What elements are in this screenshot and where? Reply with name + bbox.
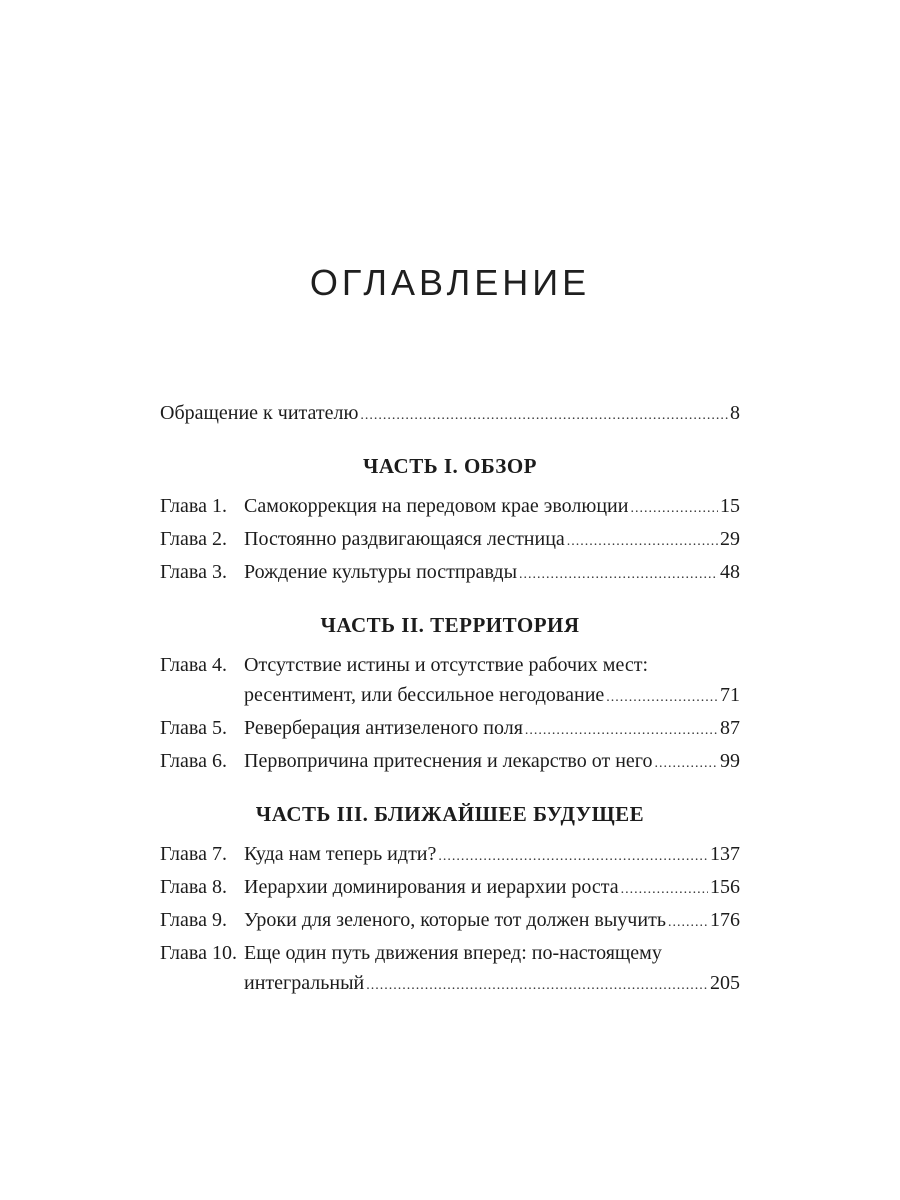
dot-leader bbox=[519, 560, 718, 590]
chapter-page-number: 15 bbox=[720, 495, 740, 517]
chapter-title: Самокоррекция на передовом крае эволюции bbox=[244, 495, 629, 517]
chapter-label: Глава 2. bbox=[160, 528, 227, 550]
chapter-page-number: 87 bbox=[720, 717, 740, 739]
chapter-title: интегральный bbox=[244, 972, 365, 994]
chapter-label: Глава 6. bbox=[160, 750, 227, 772]
dot-leader bbox=[668, 908, 708, 938]
dot-leader bbox=[438, 842, 708, 872]
chapter-label: Глава 8. bbox=[160, 876, 227, 898]
chapter-title: Постоянно раздвигающаяся лестница bbox=[244, 528, 565, 550]
toc-chapter-4[interactable] bbox=[160, 650, 740, 713]
dot-leader bbox=[606, 683, 718, 713]
toc-chapter-8[interactable] bbox=[160, 872, 740, 905]
chapter-title-line1: Еще один путь движения вперед: по-настоящему bbox=[244, 942, 662, 964]
chapter-title: Реверберация антизеленого поля bbox=[244, 717, 523, 739]
part-heading-2: ЧАСТЬ II. ТЕРРИТОРИЯ bbox=[320, 613, 580, 637]
toc-chapter-3[interactable] bbox=[160, 557, 740, 590]
chapter-page-number: 176 bbox=[710, 909, 740, 931]
dot-leader bbox=[630, 494, 718, 524]
chapter-page-number: 156 bbox=[710, 876, 740, 898]
chapter-label: Глава 1. bbox=[160, 495, 227, 517]
toc-chapter-7[interactable] bbox=[160, 839, 740, 872]
page-title: ОГЛАВЛЕНИЕ bbox=[309, 262, 591, 303]
chapter-label: Глава 4. bbox=[160, 654, 227, 676]
chapter-label: Глава 9. bbox=[160, 909, 227, 931]
toc-chapter-6[interactable] bbox=[160, 746, 740, 779]
dot-leader bbox=[567, 527, 718, 557]
toc-page-number: 8 bbox=[730, 402, 740, 424]
chapter-page-number: 205 bbox=[710, 972, 740, 994]
dot-leader bbox=[525, 716, 718, 746]
toc-entry-title: Обращение к читателю bbox=[160, 402, 359, 424]
chapter-page-number: 71 bbox=[720, 684, 740, 706]
chapter-page-number: 48 bbox=[720, 561, 740, 583]
toc-entry-intro[interactable] bbox=[160, 398, 740, 431]
toc-chapter-2[interactable] bbox=[160, 524, 740, 557]
chapter-title-line1: Отсутствие истины и отсутствие рабочих мест: bbox=[244, 654, 648, 676]
chapter-page-number: 137 bbox=[710, 843, 740, 865]
toc-chapter-10[interactable] bbox=[160, 938, 740, 1001]
chapter-title: ресентимент, или бессильное негодование bbox=[244, 684, 605, 706]
chapter-title: Иерархии доминирования и иерархии роста bbox=[244, 876, 619, 898]
chapter-page-number: 29 bbox=[720, 528, 740, 550]
dot-leader bbox=[621, 875, 708, 905]
toc-chapter-9[interactable] bbox=[160, 905, 740, 938]
toc-chapter-1[interactable] bbox=[160, 491, 740, 524]
chapter-title: Первопричина притеснения и лекарство от него bbox=[244, 750, 653, 772]
chapter-title: Рождение культуры постправды bbox=[244, 561, 518, 583]
chapter-label: Глава 3. bbox=[160, 561, 227, 583]
dot-leader bbox=[360, 401, 728, 431]
chapter-label: Глава 10. bbox=[160, 942, 237, 964]
part-heading-3: ЧАСТЬ III. БЛИЖАЙШЕЕ БУДУЩЕЕ bbox=[255, 802, 645, 826]
toc-chapter-5[interactable] bbox=[160, 713, 740, 746]
dot-leader bbox=[655, 749, 719, 779]
chapter-label: Глава 7. bbox=[160, 843, 227, 865]
chapter-title: Куда нам теперь идти? bbox=[244, 843, 437, 865]
part-heading-1: ЧАСТЬ I. ОБЗОР bbox=[363, 454, 537, 478]
dot-leader bbox=[366, 971, 708, 1001]
chapter-title: Уроки для зеленого, которые тот должен выучить bbox=[244, 909, 666, 931]
chapter-page-number: 99 bbox=[720, 750, 740, 772]
chapter-label: Глава 5. bbox=[160, 717, 227, 739]
table-of-contents bbox=[160, 398, 740, 1001]
